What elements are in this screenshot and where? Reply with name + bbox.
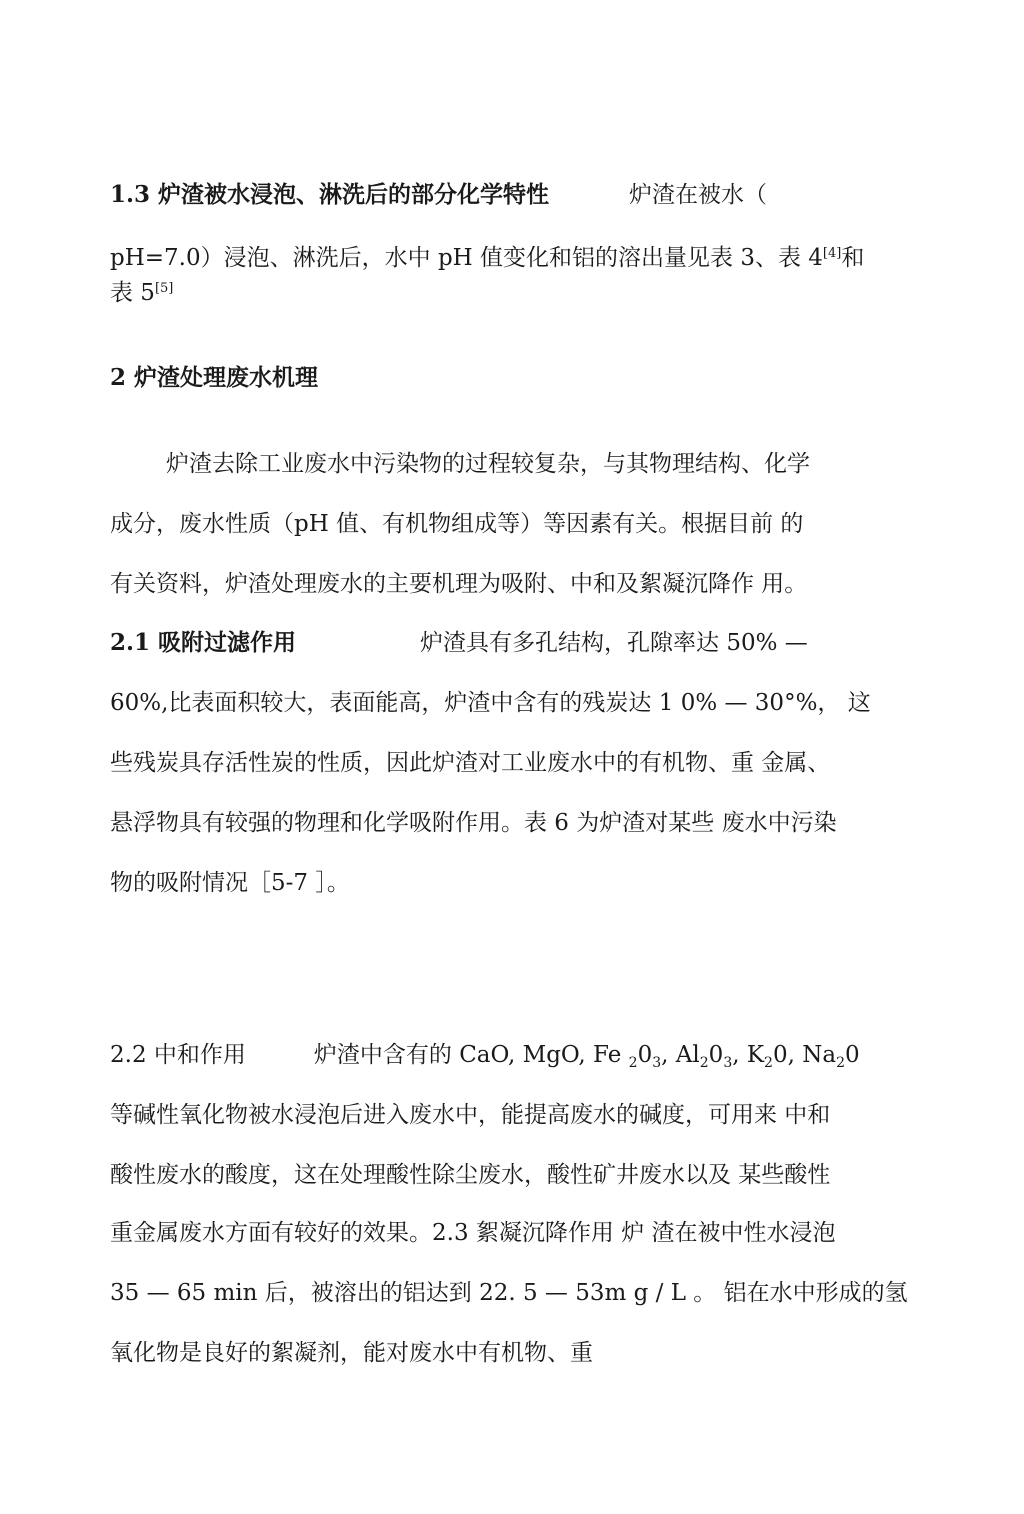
section-2-1-line-3: 些残炭具存活性炭的性质，因此炉渣对工业废水中的有机物、重 金属、 bbox=[110, 750, 831, 776]
paragraph-text: 炉渣中含有的 CaO, MgO, Fe bbox=[313, 1042, 629, 1068]
section-1-3-heading: 1.3 炉渣被水浸泡、淋洗后的部分化学特性 bbox=[110, 181, 550, 208]
paragraph-text: 炉渣具有多孔结构，孔隙率达 50% — bbox=[420, 630, 808, 656]
paragraph-text: pH=7.0）浸泡、淋洗后，水中 pH 值变化和铝的溶出量见表 3、表 4 bbox=[110, 245, 823, 271]
paragraph-text: 表 5 bbox=[110, 280, 155, 306]
section-2-para-line-3: 有关资料，炉渣处理废水的主要机理为吸附、中和及絮凝沉降作 用。 bbox=[110, 571, 808, 597]
section-2-2-line-6: 氧化物是良好的絮凝剂，能对废水中有机物、重 bbox=[110, 1340, 593, 1366]
section-2-2-heading: 2.2 中和作用 bbox=[110, 1042, 246, 1068]
section-2-2-line-2: 等碱性氧化物被水浸泡后进入废水中，能提高废水的碱度，可用来 中和 bbox=[110, 1102, 831, 1128]
citation-ref-4: [4] bbox=[822, 246, 842, 261]
paragraph-text: 和 bbox=[841, 245, 865, 271]
section-2-1-line-1 bbox=[110, 628, 808, 658]
section-2-2-line-5: 35 — 65 min 后，被溶出的铝达到 22. 5 — 53m g / L 。 铝在水中形成的氢 bbox=[110, 1280, 908, 1306]
section-2-para-line-1: 炉渣去除工业废水中污染物的过程较复杂，与其物理结构、化学 bbox=[166, 451, 810, 477]
citation-ref-5: [5] bbox=[154, 281, 174, 296]
section-2-2-line-3: 酸性废水的酸度，这在处理酸性除尘废水，酸性矿井废水以及 某些酸性 bbox=[110, 1162, 831, 1188]
section-2-1-line-2: 60%,比表面积较大，表面能高，炉渣中含有的残炭达 1 0% — 30°%， 这 bbox=[110, 690, 871, 716]
section-1-3-line-1 bbox=[110, 180, 767, 210]
section-2-1-line-4: 悬浮物具有较强的物理和化学吸附作用。表 6 为炉渣对某些 废水中污染 bbox=[110, 810, 837, 836]
section-2-heading: 2 炉渣处理废水机理 bbox=[110, 364, 319, 391]
section-2-1-line-5: 物的吸附情况［5-7 ］。 bbox=[110, 870, 350, 896]
section-1-3-line-2 bbox=[110, 243, 864, 273]
section-2-para-line-2: 成分，废水性质（pH 值、有机物组成等）等因素有关。根据目前 的 bbox=[110, 511, 804, 537]
section-1-3-line-3 bbox=[110, 278, 173, 308]
section-2-1-heading: 2.1 吸附过滤作用 bbox=[110, 629, 297, 656]
section-1-3-text: 炉渣在被水（ bbox=[629, 182, 768, 208]
section-2-2-line-1: 2.2 中和作用 炉渣中含有的 CaO, MgO, Fe $_20_3$, $Al_20_3$, $K_20$, $Na_20$ bbox=[110, 1042, 860, 1071]
section-2-2-line-4: 重金属废水方面有较好的效果。2.3 絮凝沉降作用 炉 渣在被中性水浸泡 bbox=[110, 1220, 836, 1246]
